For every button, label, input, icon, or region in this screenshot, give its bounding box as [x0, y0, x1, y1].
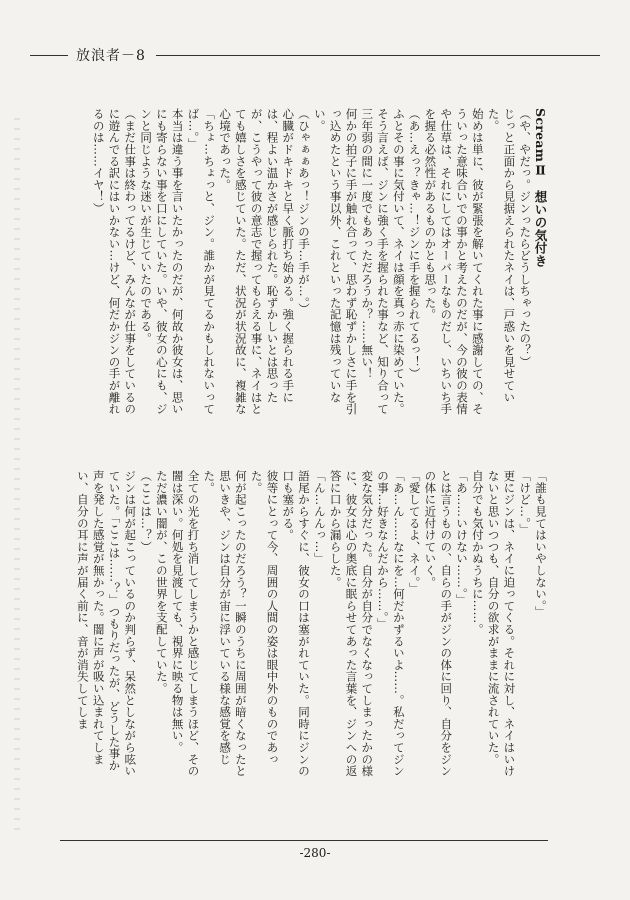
paragraph: ふとその事に気付いて、ネイは顔を真っ赤に染めていた。 [391, 108, 406, 415]
paragraph: じっと正面から見据えられたネイは、戸惑いを見せていた。 [486, 108, 517, 403]
footer-rule [60, 840, 548, 841]
paragraph: 「けど…。」 [518, 470, 533, 536]
running-header [30, 46, 600, 66]
paragraph: 全ての光を打ち消してしまうかと感じてしまうほど、その闇は深い。何処を見渡しても、視界に映る物は無い。 [170, 470, 201, 777]
paragraph: 「ん…んんっ…」 [312, 470, 327, 565]
paragraph: 何かの拍子に手が触れ合って、思わず恥ずかしさに手を引っ込めたという事以外、これといった記憶は残っていない。 [312, 108, 359, 415]
paragraph: 「あ……いけない……。」 [455, 470, 470, 606]
bottom-text-block [75, 470, 548, 782]
paragraph: 「誰も見てはいやしない。」 [534, 470, 548, 618]
paragraph: 「ちょ…ちょっと、ジン。誰かが見てるかもしれないってば…。」 [186, 108, 217, 415]
paragraph: ただ濃い闇が、この世界を支配していた。 [154, 470, 169, 695]
paragraph: （ひゃぁぁあっ！ジンの手…手が…。） [297, 108, 312, 315]
paragraph: 本当は違う事を言いたかったのだが、何故か彼女は、思いにも寄らない事を口にしていた。いや、彼女の心にも、ジンと同じような迷いが生じていたのである。 [139, 108, 185, 415]
paragraph: 心臓がドキドキと早く脈打ち始める。強く握られる手には、程よい温かさが感じられた。恥ずかしいとは思ったが、こうやって彼の意志で握ってもらえる事に、ネイはとても嬉しさを感じていた。ただ、状況が状況故に、複雑な心境であった。 [218, 108, 296, 415]
page-number: -280- [299, 846, 331, 860]
header-rule-right [156, 55, 600, 56]
paragraph: 彼等にとって今、周囲の人間の姿は眼中外のものであった。 [249, 470, 280, 765]
top-text-block [93, 108, 548, 424]
section-heading: ScreamⅡ 想いの気付き [533, 108, 548, 268]
paragraph: 変な気分だった。自分が自分でなくなってしまったかの様に、彼女は心の奥底に眠らせてあった言葉を、ジンへの返答に口から漏らした。 [328, 470, 375, 777]
paragraph: ジンは何が起こっているのか判らず、呆然としながら呟いていた。「ここは……？」つもりだったが、どうした事か声を発した感覚が無かった。闇に声が吸い込まれてしまい、自分の耳に声が届く前に、音が消失してしま [75, 470, 138, 777]
paragraph: 始めは単に、彼が緊張を解いてくれた事に感謝しての、そういった意味合いでの事かと考えたのだが、今の彼の表情や仕草は、それにしてはオーバーなものだし、いちいち手を握る必然性があるものかとも思った。 [423, 108, 485, 415]
paragraph: 「あ…ん……なにを…何だかずるいよ……。私だってジンの事…好きなんだから……。」 [376, 470, 406, 777]
paragraph: とは言うものの、自らの手がジンの体に回り、自分をジンの体に近付けていく。 [423, 470, 454, 777]
paragraph: （あ…えっ？きゃ…！ジンに手を握られてるっ！） [407, 108, 422, 380]
paragraph: （や、やだっ。ジンったらどうしちゃったの？） [518, 108, 533, 368]
paragraph: 語尾からすぐに、彼女の口は塞がれていた。同時にジンの口も塞がる。 [281, 470, 312, 777]
paragraph: 何が起こったのだろう？一瞬のうちに周囲が暗くなったと思いきや、ジンは自分が宙に浮いている様な感覚を感じた。 [202, 470, 248, 777]
paragraph: 更にジンは、ネイに迫ってくる。それに対し、ネイはいけないと思いつつも、自分の欲求がままに流されていた。 [486, 470, 517, 777]
paragraph: 「愛してるよ、ネイ。」 [407, 470, 422, 595]
paragraph: （まだ仕事は終わってるけど、みんなが仕事をしているのに遊んでる訳にはいかない…けど、何だかジンの手が離れるのは……イヤ！） [91, 108, 138, 415]
paragraph: 自分でも気付かぬうちに……。 [470, 470, 485, 636]
header-title: 放浪者－8 [76, 48, 146, 64]
paragraph: そう言えば、ジンに強く手を握られた事など、知り合って三年弱の間に一度でもあっただろうか？……無い！ [360, 108, 391, 415]
binding-holes [14, 110, 20, 830]
header-rule-left [30, 55, 68, 56]
paragraph: （ここは…？） [139, 470, 154, 553]
